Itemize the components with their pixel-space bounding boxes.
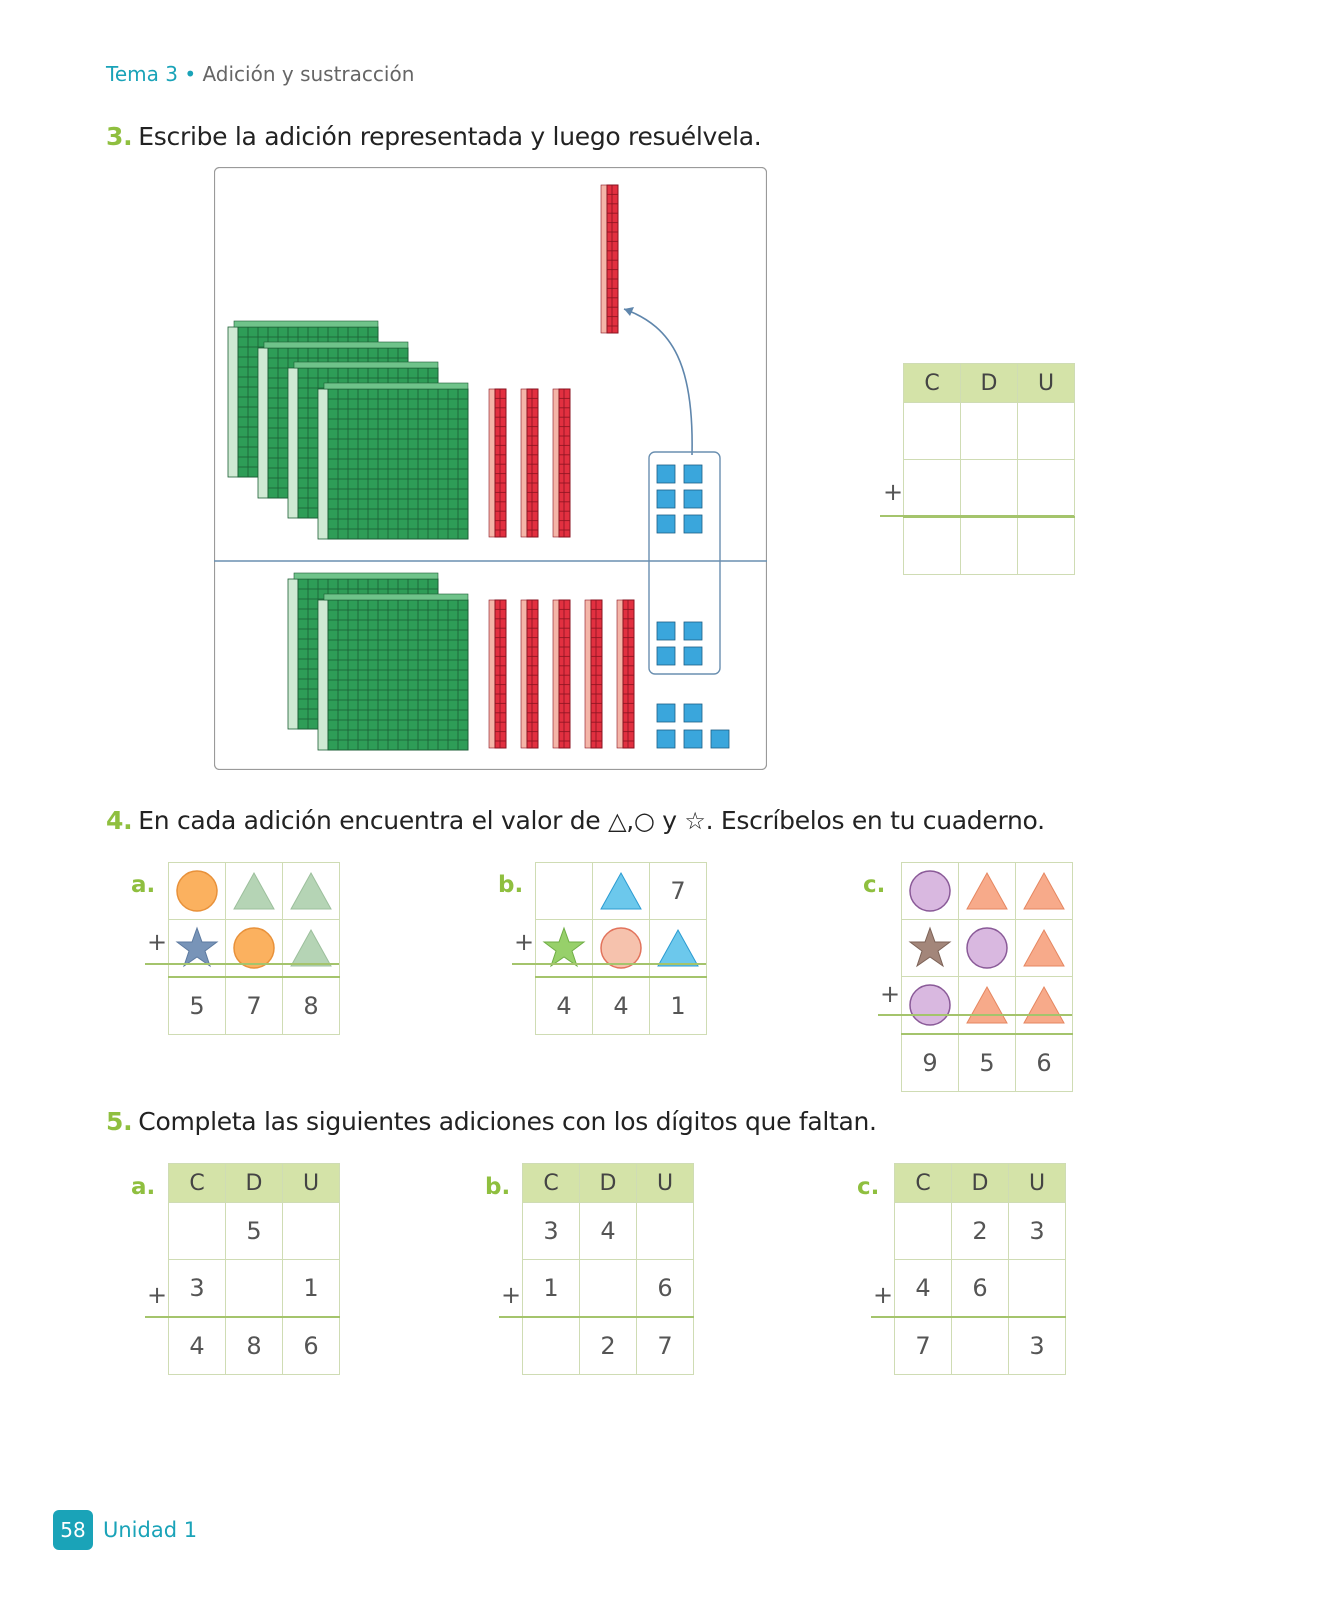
item-letter-b: b. bbox=[485, 1174, 511, 1200]
answer-cell[interactable] bbox=[904, 517, 961, 575]
unit-label: Unidad 1 bbox=[103, 1518, 198, 1542]
header-decenas: D bbox=[226, 1164, 283, 1203]
exercise-text-end: . Escríbelos en tu cuaderno. bbox=[705, 806, 1045, 835]
answer-cell[interactable] bbox=[904, 403, 961, 460]
sum-line bbox=[871, 1316, 1065, 1318]
exercise-4b-grid bbox=[535, 862, 707, 1035]
sum-digit: 9 bbox=[902, 1034, 959, 1092]
digit-cell[interactable] bbox=[283, 1203, 340, 1260]
digit-cell[interactable]: 3 bbox=[523, 1203, 580, 1260]
star-icon bbox=[169, 920, 226, 978]
exercise-number: 5. bbox=[106, 1107, 133, 1136]
sum-line bbox=[880, 515, 1074, 517]
base-ten-blocks-illustration bbox=[214, 167, 767, 770]
digit-cell[interactable]: 1 bbox=[523, 1260, 580, 1318]
digit-cell[interactable]: 2 bbox=[952, 1203, 1009, 1260]
triangle-icon bbox=[283, 920, 340, 978]
page-header bbox=[106, 62, 414, 86]
digit-cell[interactable]: 1 bbox=[283, 1260, 340, 1318]
answer-cell[interactable] bbox=[961, 403, 1018, 460]
sum-line bbox=[499, 1316, 693, 1318]
sum-digit: 8 bbox=[283, 977, 340, 1035]
header-separator: • bbox=[184, 62, 197, 86]
exercise-5b-table bbox=[522, 1163, 694, 1375]
sum-digit: 1 bbox=[650, 977, 707, 1035]
digit-cell[interactable]: 8 bbox=[226, 1317, 283, 1375]
exercise-4-title bbox=[106, 806, 1045, 835]
answer-cell[interactable] bbox=[1018, 403, 1075, 460]
triangle-icon bbox=[226, 863, 283, 920]
header-unidades: U bbox=[283, 1164, 340, 1203]
sum-line bbox=[145, 963, 339, 965]
sum-digit: 5 bbox=[169, 977, 226, 1035]
item-letter-a: a. bbox=[131, 872, 156, 898]
exercise-5a-table bbox=[168, 1163, 340, 1375]
sum-line bbox=[145, 1316, 339, 1318]
sum-digit: 6 bbox=[1016, 1034, 1073, 1092]
sum-line bbox=[878, 1014, 1072, 1016]
circle-icon bbox=[959, 920, 1016, 977]
tens-rods-top bbox=[489, 389, 570, 537]
circle-icon bbox=[169, 863, 226, 920]
circle-icon bbox=[226, 920, 283, 978]
header-centenas: C bbox=[895, 1164, 952, 1203]
digit-cell[interactable]: 7 bbox=[637, 1317, 694, 1375]
plus-sign: + bbox=[501, 1281, 522, 1309]
plus-sign: + bbox=[883, 478, 904, 506]
digit-cell[interactable] bbox=[637, 1203, 694, 1260]
digit-cell[interactable]: 4 bbox=[169, 1317, 226, 1375]
digit-cell[interactable]: 3 bbox=[1009, 1203, 1066, 1260]
exercise-5c-table bbox=[894, 1163, 1066, 1375]
star-symbol: ☆ bbox=[684, 807, 706, 835]
header-centenas: C bbox=[904, 364, 961, 403]
exercise-3-title bbox=[106, 122, 761, 151]
answer-cell[interactable] bbox=[961, 460, 1018, 518]
digit-cell[interactable]: 3 bbox=[169, 1260, 226, 1318]
digit-cell[interactable]: 5 bbox=[226, 1203, 283, 1260]
circle-icon bbox=[902, 977, 959, 1035]
exercise-4a-grid bbox=[168, 862, 340, 1035]
digit-cell[interactable] bbox=[895, 1203, 952, 1260]
digit-cell[interactable]: 6 bbox=[952, 1260, 1009, 1318]
exercise-number: 3. bbox=[106, 122, 133, 151]
header-centenas: C bbox=[523, 1164, 580, 1203]
triangle-icon bbox=[959, 863, 1016, 920]
hundreds-blocks-bottom bbox=[288, 573, 468, 750]
digit-cell[interactable]: 2 bbox=[580, 1317, 637, 1375]
header-decenas: D bbox=[952, 1164, 1009, 1203]
item-letter-c: c. bbox=[863, 872, 886, 898]
circle-icon bbox=[593, 920, 650, 978]
star-icon bbox=[536, 920, 593, 978]
digit-cell[interactable]: 7 bbox=[895, 1317, 952, 1375]
comma: , bbox=[626, 806, 634, 835]
plus-sign: + bbox=[147, 928, 168, 956]
answer-cell[interactable] bbox=[1018, 460, 1075, 518]
sum-digit: 4 bbox=[593, 977, 650, 1035]
triangle-icon bbox=[593, 863, 650, 920]
plus-sign: + bbox=[873, 1281, 894, 1309]
exercise-number: 4. bbox=[106, 806, 133, 835]
header-decenas: D bbox=[961, 364, 1018, 403]
sum-digit: 4 bbox=[536, 977, 593, 1035]
exercise-5-title bbox=[106, 1107, 877, 1136]
item-letter-c: c. bbox=[857, 1174, 880, 1200]
digit-cell[interactable]: 6 bbox=[637, 1260, 694, 1318]
sum-line bbox=[512, 963, 706, 965]
plus-sign: + bbox=[514, 928, 535, 956]
digit-cell[interactable] bbox=[523, 1317, 580, 1375]
star-icon bbox=[902, 920, 959, 977]
answer-cell[interactable] bbox=[904, 460, 961, 518]
digit-cell[interactable] bbox=[952, 1317, 1009, 1375]
answer-cell[interactable] bbox=[1018, 517, 1075, 575]
digit-cell[interactable] bbox=[226, 1260, 283, 1318]
sum-digit: 5 bbox=[959, 1034, 1016, 1092]
regrouped-ten-rod bbox=[601, 185, 618, 333]
page-number-badge: 58 bbox=[53, 1510, 93, 1550]
header-decenas: D bbox=[580, 1164, 637, 1203]
empty-cell bbox=[536, 863, 593, 920]
header-unidades: U bbox=[637, 1164, 694, 1203]
plus-sign: + bbox=[880, 980, 901, 1008]
plus-sign: + bbox=[147, 1281, 168, 1309]
exercise-3-answer-table bbox=[903, 363, 1075, 575]
item-letter-a: a. bbox=[131, 1174, 156, 1200]
digit-cell[interactable] bbox=[1009, 1260, 1066, 1318]
triangle-icon bbox=[283, 863, 340, 920]
circle-icon bbox=[902, 863, 959, 920]
digit-cell[interactable] bbox=[580, 1260, 637, 1318]
header-subtitle: Adición y sustracción bbox=[202, 62, 415, 86]
header-unidades: U bbox=[1018, 364, 1075, 403]
triangle-icon bbox=[1016, 863, 1073, 920]
digit-cell[interactable]: 4 bbox=[580, 1203, 637, 1260]
digit-cell[interactable]: 6 bbox=[283, 1317, 340, 1375]
triangle-icon bbox=[959, 977, 1016, 1035]
sum-digit: 7 bbox=[226, 977, 283, 1035]
given-digit: 7 bbox=[650, 863, 707, 920]
item-letter-b: b. bbox=[498, 872, 524, 898]
exercise-text: Completa las siguientes adiciones con los dígitos que faltan. bbox=[138, 1107, 877, 1136]
triangle-icon bbox=[1016, 977, 1073, 1035]
header-centenas: C bbox=[169, 1164, 226, 1203]
tema-label: Tema 3 bbox=[106, 62, 178, 86]
digit-cell[interactable] bbox=[169, 1203, 226, 1260]
digit-cell[interactable]: 3 bbox=[1009, 1317, 1066, 1375]
triangle-symbol: △ bbox=[608, 807, 627, 835]
and-word: y bbox=[662, 806, 677, 835]
header-unidades: U bbox=[1009, 1164, 1066, 1203]
triangle-icon bbox=[1016, 920, 1073, 977]
triangle-icon bbox=[650, 920, 707, 978]
exercise-4c-grid bbox=[901, 862, 1073, 1092]
exercise-text: En cada adición encuentra el valor de bbox=[138, 806, 601, 835]
answer-cell[interactable] bbox=[961, 517, 1018, 575]
digit-cell[interactable]: 4 bbox=[895, 1260, 952, 1318]
circle-symbol: ○ bbox=[633, 807, 655, 835]
exercise-text: Escribe la adición representada y luego resuélvela. bbox=[138, 122, 762, 151]
